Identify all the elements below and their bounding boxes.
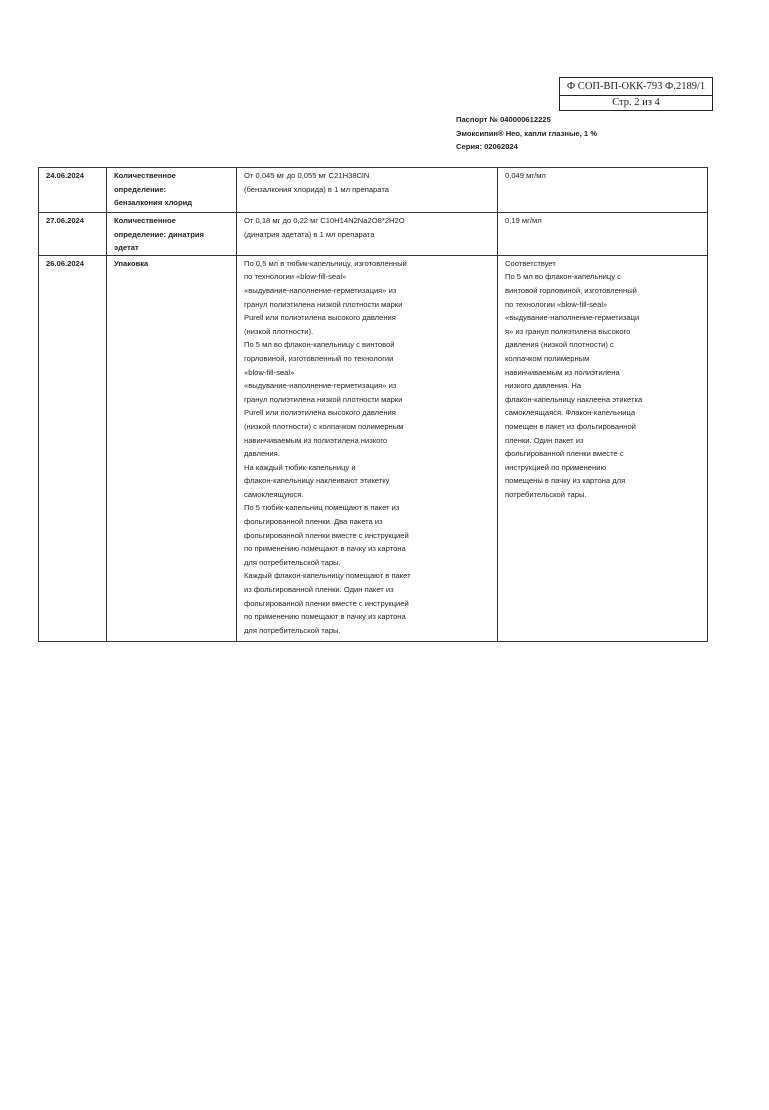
specification-line: По 5 мл во флакон-капельницу с винтовой (244, 340, 395, 350)
specification-line: по технологии «blow-fill-seal» (244, 272, 347, 282)
indicator-line: Количественное (114, 171, 176, 180)
date-cell (39, 168, 107, 213)
result-cell (498, 255, 708, 641)
indicator-line: определение: динатрия (114, 229, 204, 239)
specification-line: Purell или полиэтилена высокого давления (244, 313, 396, 323)
result-line: низкого давления. На (505, 381, 582, 391)
result-line: навинчиваемым из полиэтилена (505, 367, 620, 377)
result-line: 0,049 мг/мл (505, 171, 546, 180)
result-line: винтовой горловиной, изготовленный (505, 285, 637, 295)
specification-line: Purell или полиэтилена высокого давления (244, 408, 396, 418)
specification-cell (237, 168, 498, 213)
specification-line: по применению помещают в пачку из картона (244, 544, 406, 554)
specification-line: (динатрия эдетата) в 1 мл препарата (244, 229, 375, 239)
indicator-line: Упаковка (114, 258, 149, 268)
specification-line: фольгированной пленки вместе с инструкцией (244, 530, 409, 540)
specification-line: для потребительской тары. (244, 625, 341, 635)
result-line: инструкцией по применению (505, 462, 607, 472)
indicator-line: Количественное (114, 216, 176, 225)
test-date: 24.06.2024 (46, 171, 85, 180)
test-results-table (38, 167, 708, 642)
table-row (39, 213, 708, 256)
specification-line: флакон-капельницу наклеивают этикетку (244, 476, 390, 486)
result-line: пленки. Один пакет из (505, 435, 584, 445)
form-code-box (559, 77, 713, 111)
specification-line: На каждый тюбик-капельницу и (244, 462, 356, 472)
result-line: помещены в пачку из картона для (505, 476, 626, 486)
result-cell (498, 213, 708, 256)
specification-line: гранул полиэтилена низкой плотности марки (244, 394, 403, 404)
form-code: Ф СОП-ВП-ОКК-793 Ф.2189/1 (560, 78, 712, 96)
result-line: давления (низкой плотности) с (505, 340, 614, 350)
specification-line: По 0,5 мл в тюбик-капельницу, изготовленный (244, 258, 407, 268)
table-row (39, 255, 708, 641)
specification-line: От 0,045 мг до 0,055 мг C21H38ClN (244, 171, 370, 180)
result-line: Соответствует (505, 258, 556, 268)
result-line: потребительской тары. (505, 489, 587, 499)
date-cell (39, 213, 107, 256)
passport-number: Паспорт № 040000612225 (456, 115, 551, 124)
specification-line: навинчиваемым из полиэтилена низкого (244, 435, 388, 445)
series-number: Серия: 02062024 (456, 142, 518, 151)
test-date: 27.06.2024 (46, 216, 85, 225)
table-row (39, 168, 708, 213)
specification-line: по применению помещают в пачку из картона (244, 612, 406, 622)
result-line: 0,19 мг/мл (505, 216, 542, 225)
result-line: «выдувание-наполнение-герметизаци (505, 313, 640, 323)
result-line: я» из гранул полиэтилена высокого (505, 326, 631, 336)
page-number: Стр. 2 из 4 (612, 97, 660, 108)
specification-cell (237, 213, 498, 256)
passport-header (456, 113, 597, 154)
specification-line: гранул полиэтилена низкой плотности марки (244, 299, 403, 309)
specification-line: (низкой плотности) с колпачком полимерным (244, 421, 404, 431)
result-line: помещен в пакет из фольгированной (505, 421, 636, 431)
specification-cell (237, 255, 498, 641)
specification-line: давления. (244, 449, 280, 459)
specification-line: По 5 тюбик-капельниц помещают в пакет из (244, 503, 400, 513)
specification-line: (бензалкония хлорида) в 1 мл препарата (244, 184, 389, 194)
date-cell (39, 255, 107, 641)
specification-line: Каждый флакон-капельницу помещают в пакет (244, 571, 411, 581)
indicator-cell (107, 168, 237, 213)
product-name: Эмоксипин® Нео, капли глазные, 1 % (456, 128, 597, 138)
specification-line: «blow-fill-seal» (244, 367, 295, 377)
result-line: по технологии «blow-fill-seal» (505, 299, 608, 309)
indicator-line: определение: (114, 184, 167, 194)
specification-line: для потребительской тары. (244, 557, 341, 567)
test-date: 26.06.2024 (46, 258, 85, 268)
result-line: фольгированной пленки вместе с (505, 449, 624, 459)
indicator-cell (107, 213, 237, 256)
result-line: колпачком полимерным (505, 353, 590, 363)
specification-line: горловиной, изготовленный по технологии (244, 353, 394, 363)
specification-line: самоклеящуюся. (244, 489, 304, 499)
specification-line: фольгированной пленки. Два пакета из (244, 517, 383, 527)
specification-line: От 0,18 мг до 0,22 мг C10H14N2Na2O8*2H2O (244, 216, 405, 225)
indicator-line: бензалкония хлорид (114, 198, 193, 208)
specification-line: фольгированной пленки вместе с инструкцией (244, 598, 409, 608)
indicator-line: эдетат (114, 243, 139, 253)
result-line: самоклеящаяся. Флакон-капельница (505, 408, 636, 418)
specification-line: (низкой плотности). (244, 326, 314, 336)
indicator-cell (107, 255, 237, 641)
specification-line: из фольгированной пленки. Один пакет из (244, 585, 394, 595)
result-cell (498, 168, 708, 213)
specification-line: «выдувание-наполнение-герметизация» из (244, 381, 397, 391)
result-line: флакон-капельницу наклеена этикетка (505, 394, 643, 404)
specification-line: «выдувание-наполнение-герметизация» из (244, 285, 397, 295)
result-line: По 5 мл во флакон-капельницу с (505, 272, 621, 282)
